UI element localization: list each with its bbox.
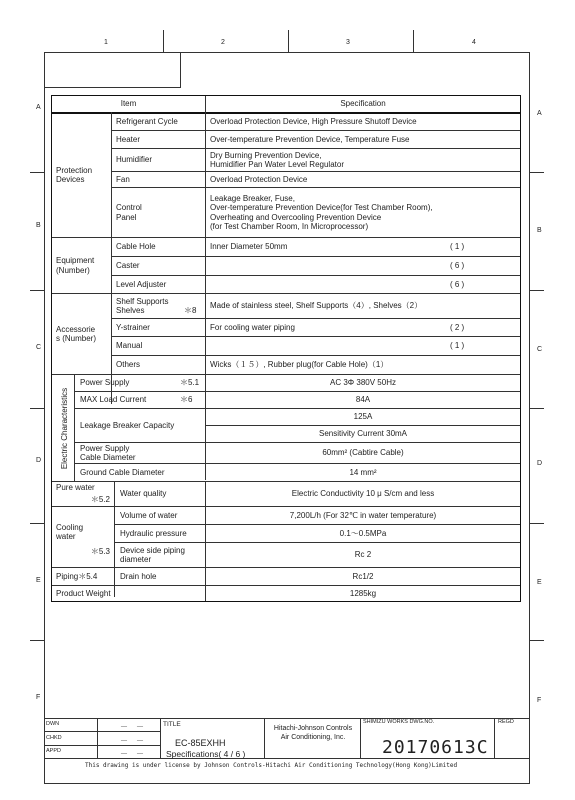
row-label-caster: Caster [116,261,140,271]
row-qty-level-adjuster: ( 6 ) [450,279,465,289]
piping-group: Piping＊5.4 [56,571,98,581]
top-left-blank-box [44,52,181,88]
row-tick [30,408,44,409]
row-label-power-cable-diameter: Power Supply Cable Diameter [80,443,136,462]
electric-group-label: Electric Characteristics [60,387,70,469]
row-label-product-weight: Product Weight [56,588,111,598]
row-letter-e-left: E [36,577,41,584]
accessories-group: Accessorie s (Number) [56,324,97,343]
column-number-1: 1 [104,39,108,46]
row-letter-a-right: A [537,110,542,117]
top-divider [181,52,182,88]
row-letter-b-left: B [36,222,41,229]
row-label-others: Others [116,360,141,370]
dwn-label: DWN [46,721,60,727]
title-block-divider [264,718,265,758]
license-footer: This drawing is under license by Johnson Controls-Hitachi Air Conditioning Technology(Hong Kong)Limited [85,762,458,769]
row-tick [530,408,544,409]
row-note-shelf-supports: ＊8 [184,306,197,316]
column-tick [288,30,289,52]
row-label-heater: Heater [116,134,141,144]
column-number-3: 3 [346,39,350,46]
row-value-power-supply: AC 3Φ 380V 50Hz [330,378,396,388]
protection-devices-group: Protection Devices [56,165,93,184]
row-letter-f-right: F [537,697,542,704]
row-value-heater: Over-temperature Prevention Device, Temperature Fuse [210,134,410,144]
title-block-top [44,718,530,719]
row-label-hydraulic-pressure: Hydraulic pressure [120,528,187,538]
appd-label: APPD [46,748,61,754]
column-number-4: 4 [472,39,476,46]
row-value-fan: Overload Protection Device [210,174,308,184]
row-letter-b-right: B [537,227,542,234]
title-label: TITLE [163,721,181,728]
row-label-refrigerant: Refrigerant Cycle [116,116,178,126]
row-note-power-supply: ＊5.1 [180,378,200,388]
column-number-2: 2 [221,39,225,46]
row-note-max-load-current: ＊6 [180,395,193,405]
cooling-water-note: ＊5.3 [90,547,110,557]
document-title: Specifications( 4 / 6 ) [166,749,246,759]
row-value-piping-diameter: Rc 2 [354,550,372,560]
row-letter-d-left: D [36,457,42,464]
row-value-control-panel: Leakage Breaker, Fuse, Over-temperature Prevention Device(for Test Chamber Room), Overheating and Overcooling Prevention Device (for Test Chamber Room, In Microprocessor) [210,193,433,231]
row-label-y-strainer: Y-strainer [116,322,150,332]
row-letter-e-right: E [537,579,542,586]
row-label-fan: Fan [116,174,130,184]
row-label-piping-diameter: Device side piping diameter [120,545,185,564]
row-value-water-quality: Electric Conductivity 10 μ S/cm and less [291,489,435,499]
row-tick [530,523,544,524]
row-qty-cable-hole: ( 1 ) [450,242,465,252]
row-label-level-adjuster: Level Adjuster [116,279,167,289]
row-tick [530,290,544,291]
row-value-shelf-supports: Made of stainless steel, Shelf Supports（4）, Shelves（2） [210,301,423,311]
row-value-humidifier: Dry Burning Prevention Device, Humidifier Pan Water Level Regulator [210,150,344,169]
title-block-divider [494,718,495,758]
row-tick [530,172,544,173]
model-name: EC-85EXHH [175,738,226,748]
row-label-water-quality: Water quality [120,489,167,499]
row-tick [30,640,44,641]
row-value-y-strainer: For cooling water piping [210,322,295,332]
row-value-drain-hole: Rc1/2 [352,571,374,581]
row-label-ground-cable: Ground Cable Diameter [80,467,165,477]
row-qty-y-strainer: ( 2 ) [450,322,465,332]
row-label-shelf-supports: Shelf Supports Shelves [116,296,169,315]
row-value-product-weight: 1285kg [349,588,377,598]
row-qty-caster: ( 6 ) [450,261,465,271]
row-value-sensitivity-current: Sensitivity Current 30mA [318,429,408,439]
electric-characteristics-group [56,375,74,481]
row-tick [530,640,544,641]
row-label-leakage-breaker: Leakage Breaker Capacity [80,420,175,430]
chkd-value: － － [120,736,144,745]
row-value-hydraulic-pressure: 0.1～0.5MPa [339,528,387,538]
row-label-humidifier: Humidifier [116,155,153,165]
row-label-max-load-current: MAX Load Current [80,395,147,405]
chkd-label: CHKD [46,735,62,741]
title-block-divider [360,718,361,758]
row-tick [30,523,44,524]
row-value-refrigerant: Overload Protection Device, High Pressure Shutoff Device [210,116,417,126]
header-specification: Specification [340,99,386,109]
row-letter-c-left: C [36,344,42,351]
title-block-divider [97,718,98,758]
row-label-manual: Manual [116,341,143,351]
column-tick [163,30,164,52]
header-item: Item [120,99,137,109]
row-letter-c-right: C [537,346,543,353]
cooling-water-group: Cooling water [56,522,84,541]
column-tick [413,30,414,52]
regd-label: REGD [498,719,514,725]
row-letter-f-left: F [36,694,41,701]
title-block-bottom [44,758,530,759]
row-label-volume-of-water: Volume of water [120,510,178,520]
row-value-cable-hole: Inner Diameter 50mm [210,242,288,252]
row-value-others: Wicks（１５）, Rubber plug(for Cable Hole)（1） [210,360,389,370]
title-block-divider [160,718,161,758]
row-qty-manual: ( 1 ) [450,341,465,351]
row-letter-d-right: D [537,460,543,467]
drawing-number: 20170613C [382,737,489,758]
row-label-control-panel: Control Panel [116,203,142,222]
row-value-ground-cable: 14 mm² [349,467,377,477]
row-tick [30,290,44,291]
row-letter-a-left: A [36,104,41,111]
row-tick [30,172,44,173]
row-label-power-supply: Power Supply [80,378,130,388]
row-value-power-cable-diameter: 60mm² (Cabtire Cable) [322,448,404,458]
row-value-leakage-breaker: 125A [353,412,373,422]
row-value-volume-of-water: 7,200L/h (For 32℃ in water temperature) [289,510,437,520]
row-value-max-load-current: 84A [355,395,371,405]
equipment-group: Equipment (Number) [56,256,95,275]
pure-water-group: Pure water [56,483,95,493]
works-dwg-label: SHIMIZU WORKS DWG.NO. [363,719,435,725]
dwn-value: － － [120,722,144,731]
row-label-drain-hole: Drain hole [120,571,157,581]
row-label-cable-hole: Cable Hole [116,242,156,252]
pure-water-note: ＊5.2 [90,495,110,505]
company-name: Hitachi-Johnson Controls Air Conditioning, Inc. [273,725,353,741]
lower-item-divider [114,482,115,597]
appd-value: － － [120,749,144,758]
